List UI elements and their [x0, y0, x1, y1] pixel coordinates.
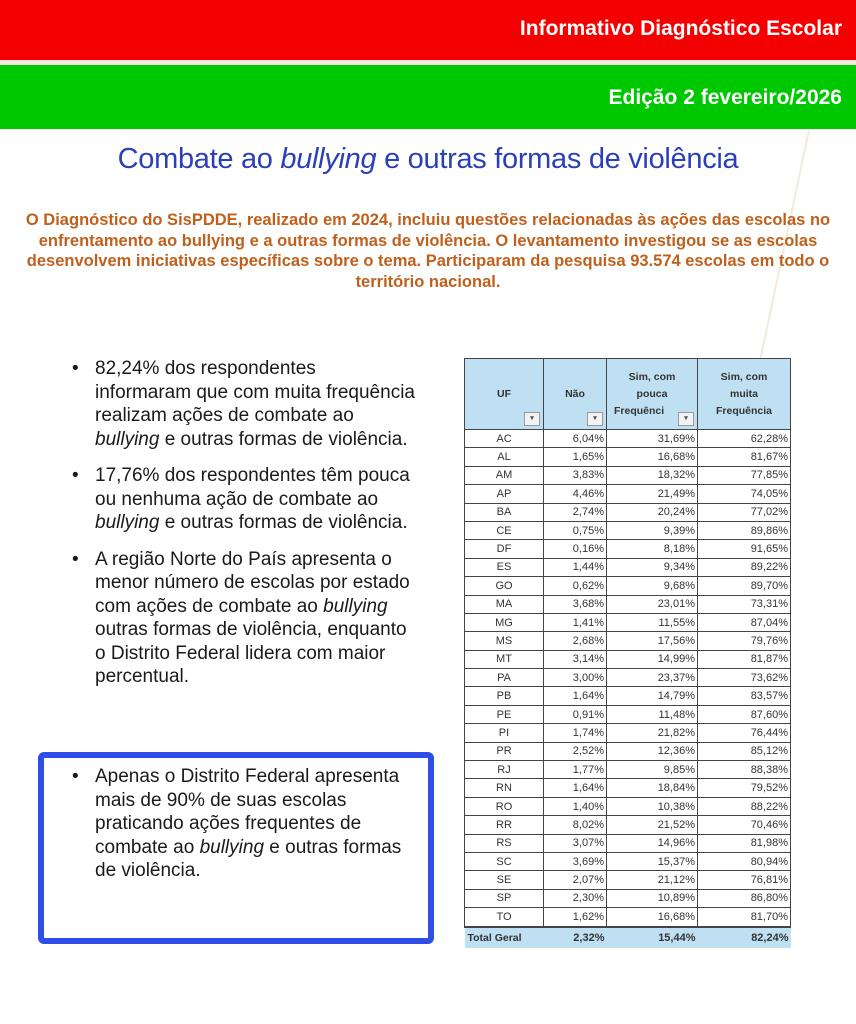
bullet-item — [72, 548, 417, 689]
muita-frequencia-cell: 87,60% — [698, 705, 791, 723]
muita-frequencia-cell: 74,05% — [698, 485, 791, 503]
muita-frequencia-cell: 89,22% — [698, 558, 791, 576]
nao-cell: 0,91% — [544, 705, 607, 723]
table-row — [465, 816, 791, 834]
muita-frequencia-cell: 82,24% — [698, 927, 791, 948]
bullet-text: outras formas de violência, enquanto o Distrito Federal lidera com maior percentual. — [95, 619, 407, 687]
muita-frequencia-cell: 80,94% — [698, 852, 791, 870]
header-line: Sim, com — [628, 370, 676, 383]
muita-frequencia-cell: 76,44% — [698, 724, 791, 742]
muita-frequencia-cell: 81,67% — [698, 448, 791, 466]
bullet-text: Apenas o Distrito Federal apresenta mais de 90% de suas escolas praticando ações frequentes de combate ao — [95, 766, 400, 858]
header-line: Frequência — [715, 404, 773, 417]
muita-frequencia-cell: 76,81% — [698, 871, 791, 889]
table-header-row — [465, 359, 791, 430]
table-row — [465, 558, 791, 576]
table-row — [465, 705, 791, 723]
uf-data-table — [464, 358, 791, 948]
bullet-text: e outras formas de violência. — [159, 428, 408, 450]
muita-frequencia-cell: 91,65% — [698, 540, 791, 558]
table-row — [465, 577, 791, 595]
table-row — [465, 852, 791, 870]
uf-cell: SE — [465, 871, 544, 889]
pouca-frequencia-cell: 20,24% — [607, 503, 698, 521]
bullet-dot-icon: • — [72, 465, 79, 486]
muita-frequencia-cell: 62,28% — [698, 430, 791, 448]
table-row — [465, 742, 791, 760]
table-row — [465, 779, 791, 797]
muita-frequencia-cell: 88,22% — [698, 797, 791, 815]
column-header-pouca-frequencia — [607, 359, 698, 430]
uf-cell: SP — [465, 889, 544, 907]
pouca-frequencia-cell: 21,52% — [607, 816, 698, 834]
pouca-frequencia-cell: 14,79% — [607, 687, 698, 705]
pouca-frequencia-cell: 15,37% — [607, 852, 698, 870]
muita-frequencia-cell: 87,04% — [698, 613, 791, 631]
muita-frequencia-cell: 81,87% — [698, 650, 791, 668]
nao-cell: 2,68% — [544, 632, 607, 650]
pouca-frequencia-cell: 12,36% — [607, 742, 698, 760]
table-row — [465, 908, 791, 927]
nao-cell: 2,30% — [544, 889, 607, 907]
pouca-frequencia-cell: 31,69% — [607, 430, 698, 448]
table-row — [465, 687, 791, 705]
header-band-green — [0, 65, 856, 129]
bullet-text: 17,76% dos respondentes têm pouca ou nenhuma ação de combate ao — [95, 465, 410, 510]
nao-cell: 3,83% — [544, 466, 607, 484]
page-title — [0, 143, 856, 176]
nao-cell: 3,69% — [544, 852, 607, 870]
nao-cell: 4,46% — [544, 485, 607, 503]
header-line: Sim, com — [720, 370, 768, 383]
muita-frequencia-cell: 73,31% — [698, 595, 791, 613]
edition-label: Edição 2 fevereiro/2026 — [608, 86, 842, 109]
nao-cell: 0,62% — [544, 577, 607, 595]
uf-cell: PA — [465, 669, 544, 687]
uf-cell: AC — [465, 430, 544, 448]
bullet-italic: bullying — [95, 512, 160, 533]
muita-frequencia-cell: 89,86% — [698, 521, 791, 539]
uf-cell: Total Geral — [465, 927, 544, 948]
header-line: muita — [729, 387, 758, 400]
muita-frequencia-cell: 77,85% — [698, 466, 791, 484]
bullet-italic: bullying — [323, 595, 388, 617]
uf-cell: ES — [465, 558, 544, 576]
table-row — [465, 871, 791, 889]
bullet-dot-icon: • — [72, 766, 79, 787]
uf-cell: AM — [465, 466, 544, 484]
uf-cell: RN — [465, 779, 544, 797]
table-row — [465, 430, 791, 448]
table-row — [465, 540, 791, 558]
table-row — [465, 669, 791, 687]
muita-frequencia-cell: 83,57% — [698, 687, 791, 705]
nao-cell: 1,62% — [544, 908, 607, 927]
muita-frequencia-cell: 81,98% — [698, 834, 791, 852]
table-row — [465, 595, 791, 613]
column-header-muita-frequencia — [698, 359, 791, 430]
bullet-list — [72, 357, 417, 702]
pouca-frequencia-cell: 21,82% — [607, 724, 698, 742]
pouca-frequencia-cell: 23,37% — [607, 669, 698, 687]
uf-cell: CE — [465, 521, 544, 539]
pouca-frequencia-cell: 8,18% — [607, 540, 698, 558]
table-row — [465, 613, 791, 631]
muita-frequencia-cell: 85,12% — [698, 742, 791, 760]
pouca-frequencia-cell: 9,68% — [607, 577, 698, 595]
table-row — [465, 761, 791, 779]
table-body — [465, 430, 791, 948]
header-line: pouca — [636, 387, 668, 400]
uf-cell: MG — [465, 613, 544, 631]
bullet-dot-icon: • — [72, 548, 79, 570]
uf-cell: PE — [465, 705, 544, 723]
nao-cell: 1,64% — [544, 779, 607, 797]
nao-cell: 3,07% — [544, 834, 607, 852]
table-row — [465, 632, 791, 650]
muita-frequencia-cell: 70,46% — [698, 816, 791, 834]
filter-dropdown-icon[interactable]: ▾ — [524, 412, 540, 426]
pouca-frequencia-cell: 23,01% — [607, 595, 698, 613]
pouca-frequencia-cell: 9,34% — [607, 558, 698, 576]
column-header-nao — [544, 359, 607, 430]
nao-cell: 1,77% — [544, 761, 607, 779]
nao-cell: 0,16% — [544, 540, 607, 558]
nao-cell: 1,65% — [544, 448, 607, 466]
table-row — [465, 724, 791, 742]
muita-frequencia-cell: 81,70% — [698, 908, 791, 927]
bullet-italic: bullying — [95, 428, 160, 450]
pouca-frequencia-cell: 14,96% — [607, 834, 698, 852]
bullet-italic: bullying — [199, 836, 265, 858]
table-row — [465, 503, 791, 521]
filter-dropdown-icon[interactable]: ▾ — [587, 412, 603, 426]
table-row — [465, 485, 791, 503]
header-band-red — [0, 0, 856, 60]
pouca-frequencia-cell: 16,68% — [607, 908, 698, 927]
table-row — [465, 889, 791, 907]
uf-cell: RR — [465, 816, 544, 834]
header-title: Informativo Diagnóstico Escolar — [519, 17, 842, 40]
pouca-frequencia-cell: 11,48% — [607, 705, 698, 723]
uf-cell: BA — [465, 503, 544, 521]
uf-cell: TO — [465, 908, 544, 927]
nao-cell: 2,52% — [544, 742, 607, 760]
page-title-end: e outras formas de violência — [376, 143, 739, 175]
muita-frequencia-cell: 89,70% — [698, 577, 791, 595]
nao-cell: 3,68% — [544, 595, 607, 613]
nao-cell: 8,02% — [544, 816, 607, 834]
bullet-text: e outras formas de violência. — [159, 512, 408, 533]
muita-frequencia-cell: 79,76% — [698, 632, 791, 650]
uf-cell: PB — [465, 687, 544, 705]
pouca-frequencia-cell: 10,89% — [607, 889, 698, 907]
muita-frequencia-cell: 79,52% — [698, 779, 791, 797]
page-title-start: Combate ao — [117, 143, 281, 175]
table-row — [465, 834, 791, 852]
uf-cell: DF — [465, 540, 544, 558]
pouca-frequencia-cell: 11,55% — [607, 613, 698, 631]
uf-cell: GO — [465, 577, 544, 595]
bullet-item — [72, 357, 417, 451]
uf-cell: PI — [465, 724, 544, 742]
muita-frequencia-cell: 77,02% — [698, 503, 791, 521]
nao-cell: 3,00% — [544, 669, 607, 687]
table-row — [465, 797, 791, 815]
page-title-italic: bullying — [280, 143, 377, 175]
uf-cell: AP — [465, 485, 544, 503]
uf-cell: RS — [465, 834, 544, 852]
pouca-frequencia-cell: 21,12% — [607, 871, 698, 889]
nao-cell: 1,41% — [544, 613, 607, 631]
pouca-frequencia-cell: 9,85% — [607, 761, 698, 779]
pouca-frequencia-cell: 18,84% — [607, 779, 698, 797]
bullet-item — [72, 464, 417, 535]
bullet-dot-icon: • — [72, 358, 79, 379]
uf-cell: RJ — [465, 761, 544, 779]
header-line: UF — [497, 387, 511, 400]
uf-cell: MT — [465, 650, 544, 668]
bullet-text: e outras formas de violência. — [95, 836, 402, 881]
muita-frequencia-cell: 88,38% — [698, 761, 791, 779]
pouca-frequencia-cell: 16,68% — [607, 448, 698, 466]
pouca-frequencia-cell: 10,38% — [607, 797, 698, 815]
bullet-text: A região Norte do País apresenta o menor número de escolas por estado com ações de combate ao — [95, 548, 410, 617]
nao-cell: 1,44% — [544, 558, 607, 576]
header-line: Frequênci — [614, 404, 665, 417]
filter-dropdown-icon[interactable]: ▾ — [678, 412, 694, 426]
pouca-frequencia-cell: 14,99% — [607, 650, 698, 668]
uf-cell: SC — [465, 852, 544, 870]
nao-cell: 6,04% — [544, 430, 607, 448]
nao-cell: 2,07% — [544, 871, 607, 889]
bullet-text: 82,24% dos respondentes informaram que com muita frequência realizam ações de combate ao — [95, 358, 415, 426]
nao-cell: 2,32% — [544, 927, 607, 948]
table-total-row — [465, 927, 791, 948]
pouca-frequencia-cell: 17,56% — [607, 632, 698, 650]
nao-cell: 0,75% — [544, 521, 607, 539]
column-header-uf — [465, 359, 544, 430]
pouca-frequencia-cell: 18,32% — [607, 466, 698, 484]
intro-paragraph: O Diagnóstico do SisPDDE, realizado em 2024, incluiu questões relacionadas às ações das escolas no enfrentamento ao bullying e a outras formas de violência. O levantamento investigou se as escolas desenvolvem iniciativas específicas sobre o tema. Participaram da pesquisa 93.574 escolas em todo o território nacional. — [25, 211, 831, 291]
uf-cell: MA — [465, 595, 544, 613]
nao-cell: 1,64% — [544, 687, 607, 705]
uf-cell: PR — [465, 742, 544, 760]
uf-cell: RO — [465, 797, 544, 815]
pouca-frequencia-cell: 21,49% — [607, 485, 698, 503]
table-row — [465, 650, 791, 668]
uf-cell: AL — [465, 448, 544, 466]
table-row — [465, 466, 791, 484]
nao-cell: 1,74% — [544, 724, 607, 742]
muita-frequencia-cell: 73,62% — [698, 669, 791, 687]
nao-cell: 3,14% — [544, 650, 607, 668]
uf-cell: MS — [465, 632, 544, 650]
header-line: Não — [565, 387, 585, 400]
table-row — [465, 448, 791, 466]
nao-cell: 1,40% — [544, 797, 607, 815]
muita-frequencia-cell: 86,80% — [698, 889, 791, 907]
nao-cell: 2,74% — [544, 503, 607, 521]
table-row — [465, 521, 791, 539]
pouca-frequencia-cell: 15,44% — [607, 927, 698, 948]
pouca-frequencia-cell: 9,39% — [607, 521, 698, 539]
highlight-bullet — [72, 765, 417, 883]
